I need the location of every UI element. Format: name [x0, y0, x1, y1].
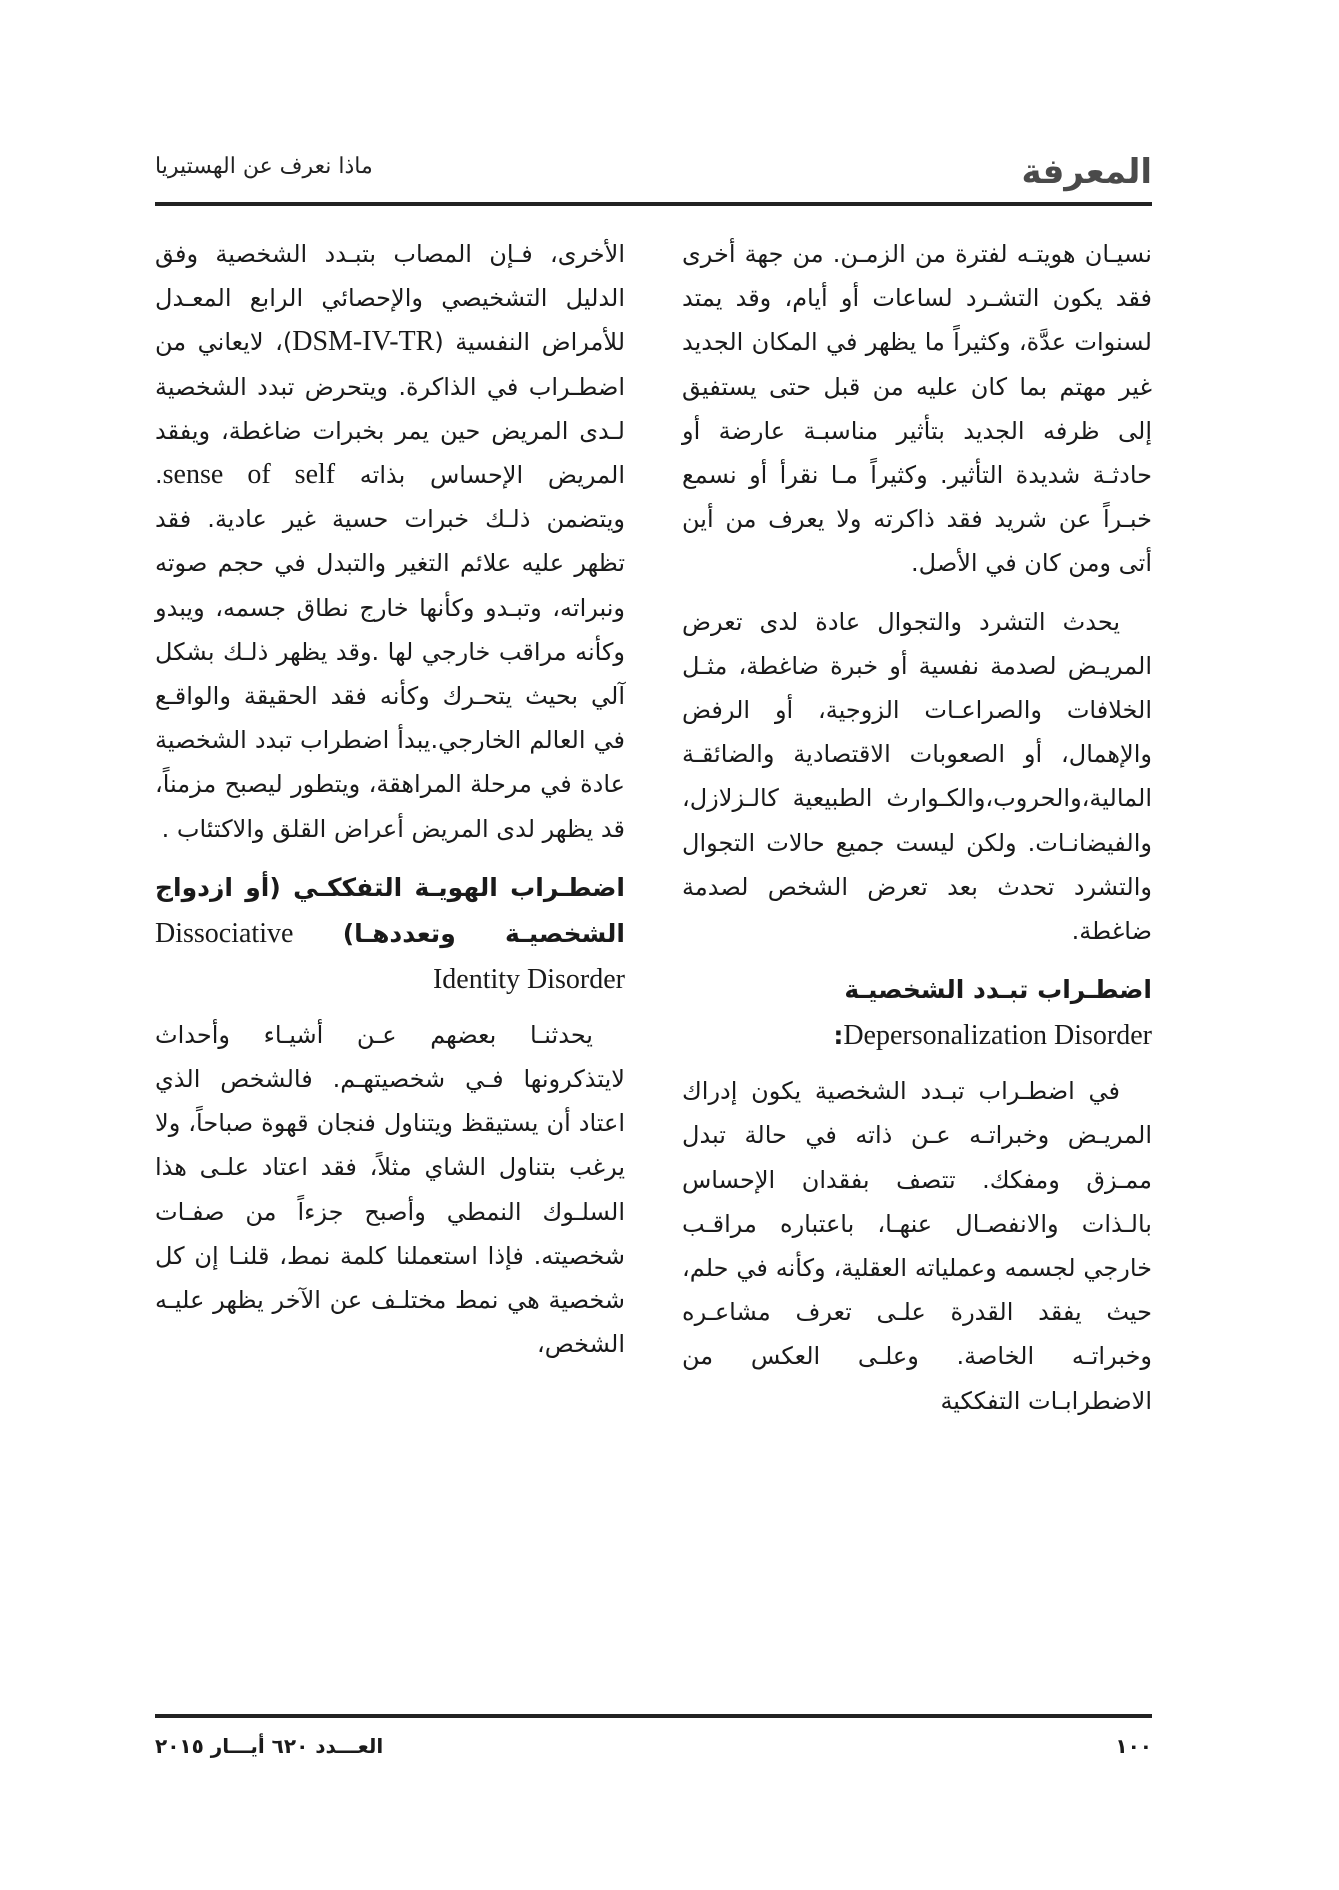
- section-heading-english: Dissociative Identity Disorder: [155, 917, 625, 995]
- paragraph: [155, 232, 625, 851]
- section-heading: [682, 967, 1152, 1059]
- page-footer: [155, 1730, 1152, 1770]
- paragraph-text: الأخرى، فـإن المصاب بتبـدد الشخصية وفق الدليل التشخيصي والإحصائي الرابع المعـدل للأمراض النفسية (: [155, 240, 626, 357]
- paragraph: يحدث التشرد والتجوال عادة لدى تعرض المريـض لصدمة نفسية أو خبرة ضاغطة، مثـل الخلافات والصراعـات الزوجية، أو الرفض والإهمال، أو الصعوبات الاقتصادية والضائقـة المالية،والحروب،والكـوارث الطبيعية كالـزلازل، والفيضانـات. ولكن ليست جميع حالات التجوال والتشرد تحدث بعد تعرض الشخص لصدمة ضاغطة.: [682, 607, 1152, 946]
- paragraph-text: )، لايعاني من اضطـراب في الذاكرة. ويتحرض تبدد الشخصية لـدى المريض حين يمر بخبرات ضاغطة، ويفقد المريض الإحساس بذاته: [155, 328, 625, 490]
- dsm-term: DSM-IV-TR: [292, 326, 435, 358]
- paragraph: في اضطـراب تبـدد الشخصية يكون إدراك المريـض وخبراتـه عـن ذاته في حالة تبدل ممـزق ومفكك. تتصف بفقدان الإحساس بالـذات والانفصـال عنهـا، باعتباره مراقـب خارجي لجسمه وعملياته العقلية، وكأنه في حلم، حيث يفقد القدرة علـى تعرف مشاعـره وخبراتـه الخاصة. وعلـى العكس من الاضطرابـات التفككية: [682, 1077, 1152, 1415]
- issue-info: العـــدد ٦٢٠ أيـــار ٢٠١٥: [155, 1734, 384, 1758]
- footer-rule: [155, 1714, 1152, 1718]
- page-number: ١٠٠: [1115, 1734, 1152, 1758]
- right-column: [682, 232, 1152, 1437]
- section-heading: [155, 865, 625, 1003]
- english-term: sense of self: [162, 459, 336, 491]
- section-heading-arabic: اضطـراب تبـدد الشخصيـة: [844, 975, 1152, 1005]
- left-column: [155, 232, 625, 1380]
- header-rule: [155, 202, 1152, 206]
- paragraph-text: . ويتضمن ذلـك خبرات حسية غير عادية. فقد تظهر عليه علائم التغير والتبدل في حجم صوته ونبراته، وتبـدو وكأنها خارج نطاق جسمه، ويبدو وكأنه مراقب خارجي لها .وقد يظهر ذلـك بشكل آلي بحيث يتحـرك وكأنه فقد الحقيقة والواقـع في العالم الخارجي.يبدأ اضطراب تبدد الشخصية عادة في مرحلة المراهقة، ويتطور ليصبح مزمناً، قد يظهر لدى المريض أعراض القلق والاكتئاب .: [155, 461, 625, 843]
- running-title: ماذا نعرف عن الهستيريا: [155, 154, 373, 179]
- heading-colon: :: [833, 1021, 844, 1051]
- page-header: [155, 142, 1152, 202]
- section-heading-english: Depersonalization Disorder: [843, 1020, 1152, 1052]
- paragraph: نسيـان هويتـه لفترة من الزمـن. من جهة أخرى فقد يكون التشـرد لساعات أو أيام، وقد يمتد لسنوات عدَّة، وكثيراً ما يظهر في المكان الجديد غير مهتم بما كان عليه من قبل حتى يستفيق إلى ظرفه الجديد بتأثير مناسبـة عارضة أو حادثـة شديدة التأثير. وكثيراً مـا نقرأ أو نسمع خبـراً عن شريد فقد ذاكرته ولا يعرف من أين أتى ومن كان في الأصل.: [682, 240, 1152, 578]
- section-heading-arabic: اضطـراب الهويـة التفككـي (أو ازدواج الشخصيـة وتعددهـا): [155, 872, 625, 948]
- magazine-logo: المعرفة: [1021, 152, 1152, 192]
- paragraph: يحدثنـا بعضهم عـن أشيـاء وأحداث لايتذكرونها فـي شخصيتهـم. فالشخص الذي اعتاد أن يستيقظ ويتناول فنجان قهوة صباحاً، ولا يرغب بتناول الشاي مثلاً، فقد اعتاد علـى هذا السلـوك النمطي وأصبح جزءاً من صفـات شخصيته. فإذا استعملنا كلمة نمط، قلنـا إن كل شخصية هي نمط مختلـف عن الآخر يظهر عليـه الشخص،: [155, 1020, 625, 1359]
